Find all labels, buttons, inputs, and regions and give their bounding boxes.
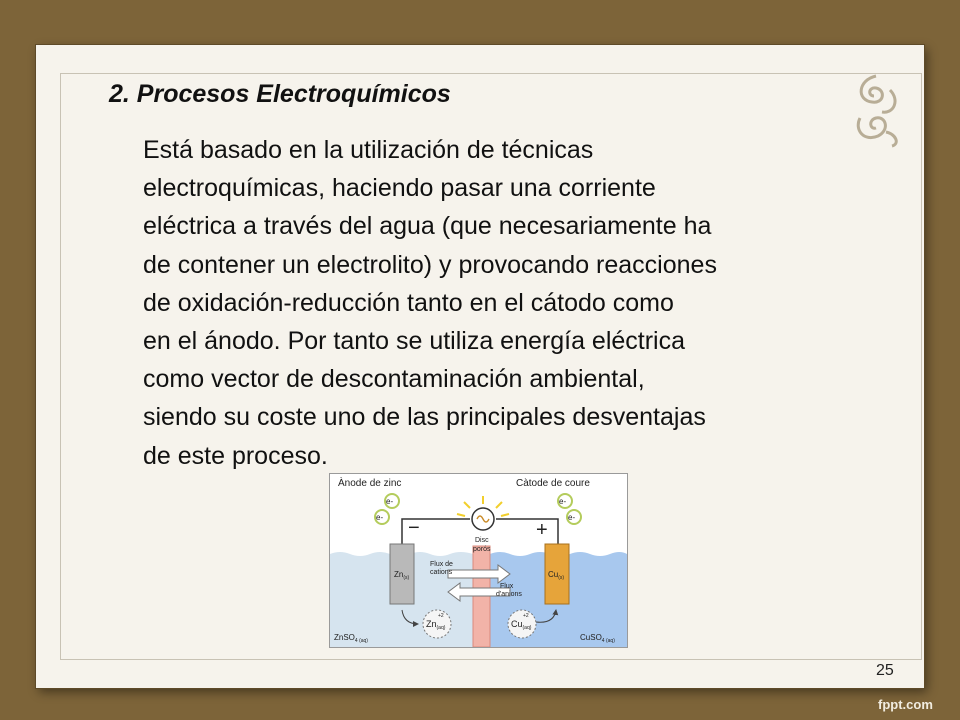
right-solution-label: CuSO$_{4 (aq)}$	[580, 633, 615, 644]
body-line: de contener un electrolito) y provocando reacciones	[143, 250, 717, 279]
body-line: como vector de descontaminación ambiental,	[143, 365, 645, 394]
svg-text:e-: e-	[568, 513, 576, 522]
minus-sign: −	[408, 517, 420, 539]
electrochemical-cell-diagram	[329, 473, 628, 648]
body-line: eléctrica a través del agua (que necesariamente ha	[143, 212, 712, 241]
svg-text:+2: +2	[523, 613, 529, 619]
light-bulb-icon	[457, 496, 509, 530]
disc-label: porós	[473, 546, 491, 553]
electron-icon	[375, 510, 389, 524]
anion-flux-label: d'anions	[496, 591, 522, 598]
plus-sign: +	[536, 519, 548, 541]
zn-ion-icon	[423, 610, 451, 638]
left-solution-label: ZnSO$_{4 (aq)}$	[334, 633, 368, 644]
anode-label: Ànode de zinc	[338, 478, 402, 489]
slide-title: 2. Procesos Electroquímicos	[109, 80, 451, 108]
body-line: de oxidación-reducción tanto en el cátodo como	[143, 288, 674, 317]
copper-electrode-label: $Cu_{(s)}$	[548, 570, 565, 581]
body-line: electroquímicas, haciendo pasar una corriente	[143, 174, 656, 203]
zinc-electrode-label: $Zn_{(s)}$	[394, 570, 410, 581]
electron-icon	[558, 494, 572, 508]
svg-text:Zn(aq): $Zn_{(aq)}$	[426, 619, 446, 631]
body-line: siendo su coste uno de las principales desventajas	[143, 403, 706, 432]
svg-text:+2: +2	[438, 613, 444, 619]
cation-flux-label: cations	[430, 569, 453, 576]
electron-icon	[385, 494, 399, 508]
cathode-label: Càtode de coure	[516, 478, 590, 489]
svg-text:e-: e-	[386, 497, 394, 506]
electron-icon	[567, 510, 581, 524]
body-line: Está basado en la utilización de técnicas	[143, 136, 594, 164]
svg-text:Cu(aq): $Cu_{(aq)}$	[511, 619, 532, 631]
cu-ion-icon	[508, 610, 536, 638]
watermark: fppt.com	[878, 697, 933, 712]
svg-text:e-: e-	[376, 513, 384, 522]
page-number: 25	[876, 662, 894, 679]
svg-text:e-: e-	[559, 497, 567, 506]
cation-flux-label: Flux de	[430, 561, 453, 568]
anion-flux-label: Flux	[500, 583, 514, 590]
body-line: en el ánodo. Por tanto se utiliza energía eléctrica	[143, 327, 686, 356]
disc-label: Disc	[475, 537, 489, 544]
body-paragraph	[143, 131, 888, 475]
body-line: de este proceso.	[143, 441, 328, 470]
